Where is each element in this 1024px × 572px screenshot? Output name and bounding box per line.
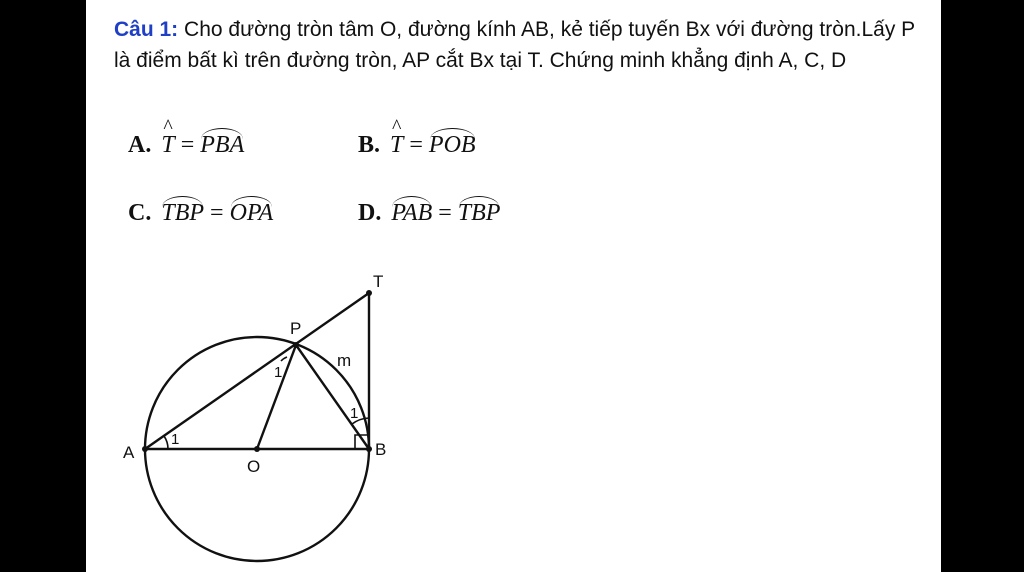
point-a	[142, 446, 148, 452]
option-c-letter: C.	[128, 200, 152, 226]
question-body: Cho đường tròn tâm O, đường kính AB, kẻ tiếp tuyến Bx với đường tròn.Lấy P là điểm bất kì trên đường tròn, AP cắt Bx tại T. Chứng minh khẳng định A, C, D	[114, 18, 915, 72]
segment-op	[257, 345, 296, 449]
label-b: B	[375, 440, 387, 459]
option-c-equals: =	[210, 200, 224, 226]
label-t: T	[373, 272, 384, 291]
label-a: A	[123, 443, 135, 462]
option-d-right: TBP	[457, 200, 501, 226]
option-b-right: POB	[428, 132, 476, 158]
point-b	[366, 446, 372, 452]
option-a-letter: A.	[128, 132, 152, 158]
option-c-left: TBP	[161, 200, 205, 226]
angle-b-label: 1	[350, 405, 359, 422]
point-o	[254, 446, 260, 452]
angle-p-arc	[281, 357, 287, 361]
point-t	[366, 290, 372, 296]
question-number: Câu 1:	[114, 18, 179, 41]
option-b-equals: =	[409, 132, 423, 158]
option-b-left: ^ T	[390, 132, 403, 159]
label-o: O	[247, 457, 261, 476]
angle-p-label: 1	[274, 364, 283, 381]
option-a-left: ^ T	[161, 132, 174, 159]
option-a-equals: =	[180, 132, 195, 158]
point-p	[293, 342, 299, 348]
option-d-letter: D.	[358, 200, 382, 226]
option-b-letter: B.	[358, 132, 381, 158]
option-c-right: OPA	[229, 200, 274, 226]
secant-at	[145, 293, 369, 449]
option-a-right: PBA	[200, 132, 245, 158]
label-p: P	[290, 319, 302, 338]
angle-a-arc	[164, 436, 168, 449]
angle-a-label: 1	[171, 431, 180, 448]
label-m: m	[337, 351, 352, 370]
segment-pb	[296, 345, 369, 449]
option-d-equals: =	[438, 200, 452, 226]
option-d-left: PAB	[391, 200, 433, 226]
